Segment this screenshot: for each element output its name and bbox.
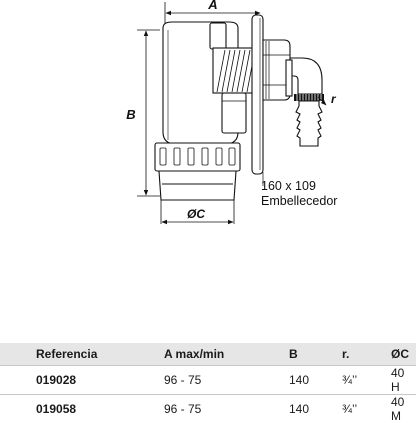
dimension-oc-label: ØC xyxy=(187,207,205,221)
plate-label-text: Embellecedor xyxy=(261,194,337,208)
cell-r: ¾’’ xyxy=(342,366,391,395)
dimension-a xyxy=(165,0,260,24)
plate-size-text: 160 x 109 xyxy=(261,179,316,193)
hose-thread xyxy=(294,94,324,101)
dimension-b xyxy=(126,30,160,196)
header-oc: ØC xyxy=(391,343,416,366)
cell-a-max-min: 96 - 75 xyxy=(164,395,289,423)
table-row xyxy=(0,366,416,395)
cell-referencia: 019028 xyxy=(0,366,164,395)
cover-plate xyxy=(252,15,263,186)
lower-pipe xyxy=(159,171,236,200)
union-nut xyxy=(155,143,240,171)
dimension-a-label: A xyxy=(207,0,217,12)
cell-b: 140 xyxy=(289,366,342,395)
cell-b: 140 xyxy=(289,395,342,423)
cell-oc: 40 M xyxy=(391,395,416,423)
elbow-fitting xyxy=(286,58,322,96)
dimension-b-label: B xyxy=(126,107,135,122)
dimension-r-label: r xyxy=(331,92,337,106)
cell-referencia: 019058 xyxy=(0,395,164,423)
table-row xyxy=(0,395,416,423)
hose-barb xyxy=(296,101,322,146)
specs-table xyxy=(0,343,416,423)
header-referencia: Referencia xyxy=(0,343,164,366)
header-a-max-min: A max/min xyxy=(164,343,289,366)
header-b: B xyxy=(289,343,342,366)
cell-a-max-min: 96 - 75 xyxy=(164,366,289,395)
dimension-oc xyxy=(161,200,234,224)
table-header-row xyxy=(0,343,416,366)
header-r: r. xyxy=(342,343,391,366)
cell-oc: 40 H xyxy=(391,366,416,395)
cell-r: ¾’’ xyxy=(342,395,391,423)
